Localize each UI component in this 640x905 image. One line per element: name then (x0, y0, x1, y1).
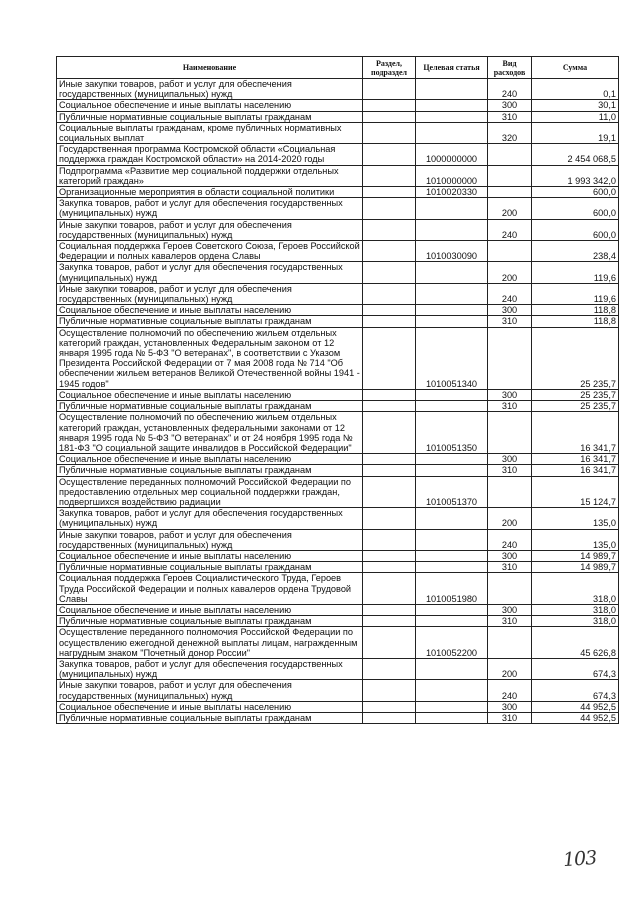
table-row (57, 573, 619, 605)
cell-kind (488, 476, 532, 508)
table-row (57, 562, 619, 573)
cell-name: Публичные нормативные социальные выплаты гражданам (57, 616, 363, 627)
cell-sum: 674,3 (532, 680, 619, 701)
table-row (57, 198, 619, 219)
cell-sum: 600,0 (532, 187, 619, 198)
cell-kind: 240 (488, 79, 532, 100)
table-header-row (57, 57, 619, 79)
cell-target (416, 122, 488, 143)
cell-section (363, 389, 416, 400)
cell-kind: 240 (488, 529, 532, 550)
cell-name: Закупка товаров, работ и услуг для обеспечения государственных (муниципальных) нужд (57, 508, 363, 529)
table-row (57, 262, 619, 283)
cell-target (416, 712, 488, 723)
cell-section (363, 262, 416, 283)
table-row (57, 389, 619, 400)
cell-sum: 16 341,7 (532, 412, 619, 454)
cell-target (416, 283, 488, 304)
cell-sum: 2 454 068,5 (532, 144, 619, 165)
cell-section (363, 604, 416, 615)
cell-section (363, 187, 416, 198)
cell-target (416, 658, 488, 679)
cell-section (363, 401, 416, 412)
cell-kind: 240 (488, 219, 532, 240)
cell-sum: 1 993 342,0 (532, 165, 619, 186)
cell-kind: 310 (488, 111, 532, 122)
cell-name: Иные закупки товаров, работ и услуг для обеспечения государственных (муниципальных) нужд (57, 283, 363, 304)
table-row (57, 476, 619, 508)
cell-section (363, 616, 416, 627)
table-row (57, 144, 619, 165)
cell-kind: 310 (488, 616, 532, 627)
column-header-sum: Сумма (532, 57, 619, 79)
cell-name: Осуществление переданного полномочия Российской Федерации по осуществлению ежегодной денежной выплаты лицам, награжденным нагрудным знаком "Почетный донор России" (57, 627, 363, 659)
cell-target (416, 100, 488, 111)
cell-target: 1010020330 (416, 187, 488, 198)
cell-sum: 0,1 (532, 79, 619, 100)
table-row (57, 550, 619, 561)
cell-kind: 310 (488, 465, 532, 476)
cell-section (363, 327, 416, 389)
cell-name: Публичные нормативные социальные выплаты гражданам (57, 465, 363, 476)
table-row (57, 165, 619, 186)
column-header-target: Целевая статья (416, 57, 488, 79)
cell-name: Осуществление переданных полномочий Российской Федерации по предоставлению отдельных мер социальной поддержки граждан, подвергшихся воздействию радиации (57, 476, 363, 508)
cell-section (363, 465, 416, 476)
cell-section (363, 122, 416, 143)
cell-name: Публичные нормативные социальные выплаты гражданам (57, 111, 363, 122)
cell-name: Публичные нормативные социальные выплаты гражданам (57, 316, 363, 327)
table-row (57, 283, 619, 304)
page-number: 103 (562, 846, 597, 872)
cell-section (363, 100, 416, 111)
cell-target (416, 701, 488, 712)
cell-sum: 25 235,7 (532, 389, 619, 400)
cell-section (363, 562, 416, 573)
column-header-kind: Вид расходов (488, 57, 532, 79)
cell-sum: 119,6 (532, 262, 619, 283)
cell-name: Социальное обеспечение и иные выплаты населению (57, 604, 363, 615)
cell-name: Иные закупки товаров, работ и услуг для обеспечения государственных (муниципальных) нужд (57, 219, 363, 240)
cell-name: Социальная поддержка Героев Социалистического Труда, Героев Труда Российской Федерации и полных кавалеров ордена Трудовой Славы (57, 573, 363, 605)
table-row (57, 454, 619, 465)
cell-sum: 30,1 (532, 100, 619, 111)
cell-section (363, 111, 416, 122)
budget-page (56, 56, 618, 724)
cell-sum: 135,0 (532, 508, 619, 529)
cell-target: 1000000000 (416, 144, 488, 165)
cell-kind: 310 (488, 316, 532, 327)
table-row (57, 680, 619, 701)
cell-sum: 600,0 (532, 219, 619, 240)
cell-sum: 25 235,7 (532, 327, 619, 389)
cell-sum: 318,0 (532, 616, 619, 627)
cell-name: Социальное обеспечение и иные выплаты населению (57, 305, 363, 316)
table-row (57, 79, 619, 100)
cell-sum: 14 989,7 (532, 562, 619, 573)
cell-sum: 119,6 (532, 283, 619, 304)
cell-target (416, 305, 488, 316)
cell-name: Осуществление полномочий по обеспечению жильем отдельных категорий граждан, установленных федеральными законами от 12 января 1995 года № 5-ФЗ "О ветеранах" и от 24 ноября 1995 года № 181-ФЗ "О социальной защите инвалидов в Российской Федерации" (57, 412, 363, 454)
cell-section (363, 316, 416, 327)
cell-kind: 200 (488, 508, 532, 529)
cell-kind (488, 187, 532, 198)
cell-kind: 240 (488, 680, 532, 701)
cell-sum: 15 124,7 (532, 476, 619, 508)
cell-kind: 310 (488, 712, 532, 723)
cell-section (363, 412, 416, 454)
cell-kind: 300 (488, 100, 532, 111)
cell-target (416, 604, 488, 615)
table-row (57, 305, 619, 316)
cell-name: Организационные мероприятия в области социальной политики (57, 187, 363, 198)
cell-name: Закупка товаров, работ и услуг для обеспечения государственных (муниципальных) нужд (57, 262, 363, 283)
cell-kind (488, 412, 532, 454)
cell-name: Публичные нормативные социальные выплаты гражданам (57, 712, 363, 723)
cell-section (363, 454, 416, 465)
cell-name: Иные закупки товаров, работ и услуг для обеспечения государственных (муниципальных) нужд (57, 529, 363, 550)
table-row (57, 658, 619, 679)
cell-kind: 300 (488, 550, 532, 561)
cell-target (416, 111, 488, 122)
cell-kind: 320 (488, 122, 532, 143)
table-row (57, 508, 619, 529)
cell-name: Социальное обеспечение и иные выплаты населению (57, 100, 363, 111)
cell-section (363, 219, 416, 240)
cell-kind (488, 144, 532, 165)
cell-sum: 318,0 (532, 604, 619, 615)
cell-kind (488, 627, 532, 659)
table-row (57, 219, 619, 240)
cell-target (416, 454, 488, 465)
cell-kind: 300 (488, 454, 532, 465)
table-row (57, 100, 619, 111)
cell-kind: 200 (488, 658, 532, 679)
table-row (57, 241, 619, 262)
cell-sum: 44 952,5 (532, 701, 619, 712)
cell-section (363, 680, 416, 701)
column-header-section: Раздел, подраздел (363, 57, 416, 79)
cell-section (363, 283, 416, 304)
cell-kind: 310 (488, 562, 532, 573)
table-row (57, 111, 619, 122)
cell-section (363, 712, 416, 723)
cell-target (416, 465, 488, 476)
cell-target (416, 562, 488, 573)
cell-target (416, 401, 488, 412)
cell-target: 1010030090 (416, 241, 488, 262)
cell-sum: 118,8 (532, 305, 619, 316)
cell-section (363, 144, 416, 165)
table-row (57, 412, 619, 454)
cell-section (363, 241, 416, 262)
cell-sum: 318,0 (532, 573, 619, 605)
cell-name: Социальное обеспечение и иные выплаты населению (57, 701, 363, 712)
cell-name: Закупка товаров, работ и услуг для обеспечения государственных (муниципальных) нужд (57, 658, 363, 679)
cell-name: Закупка товаров, работ и услуг для обеспечения государственных (муниципальных) нужд (57, 198, 363, 219)
cell-target (416, 198, 488, 219)
table-row (57, 316, 619, 327)
cell-section (363, 701, 416, 712)
cell-kind: 310 (488, 401, 532, 412)
cell-name: Подпрограмма «Развитие мер социальной поддержки отдельных категорий граждан» (57, 165, 363, 186)
column-header-name: Наименование (57, 57, 363, 79)
cell-sum: 44 952,5 (532, 712, 619, 723)
cell-target (416, 316, 488, 327)
cell-target: 1010051980 (416, 573, 488, 605)
cell-section (363, 79, 416, 100)
cell-name: Социальные выплаты гражданам, кроме публичных нормативных социальных выплат (57, 122, 363, 143)
cell-section (363, 476, 416, 508)
cell-name: Социальное обеспечение и иные выплаты населению (57, 454, 363, 465)
cell-target: 1010052200 (416, 627, 488, 659)
cell-target (416, 529, 488, 550)
cell-target (416, 680, 488, 701)
table-row (57, 529, 619, 550)
cell-kind: 200 (488, 262, 532, 283)
cell-kind: 300 (488, 604, 532, 615)
cell-sum: 16 341,7 (532, 454, 619, 465)
cell-sum: 16 341,7 (532, 465, 619, 476)
cell-kind: 200 (488, 198, 532, 219)
cell-target (416, 616, 488, 627)
cell-target: 1010051350 (416, 412, 488, 454)
cell-section (363, 658, 416, 679)
cell-target (416, 219, 488, 240)
cell-kind (488, 573, 532, 605)
cell-section (363, 198, 416, 219)
cell-kind (488, 241, 532, 262)
cell-sum: 600,0 (532, 198, 619, 219)
cell-kind: 300 (488, 305, 532, 316)
budget-table (56, 56, 619, 724)
cell-target: 1010051370 (416, 476, 488, 508)
cell-section (363, 550, 416, 561)
cell-target (416, 550, 488, 561)
cell-section (363, 305, 416, 316)
cell-section (363, 508, 416, 529)
cell-target (416, 508, 488, 529)
cell-sum: 11,0 (532, 111, 619, 122)
cell-section (363, 573, 416, 605)
table-row (57, 187, 619, 198)
table-row (57, 465, 619, 476)
cell-section (363, 165, 416, 186)
cell-kind (488, 165, 532, 186)
cell-section (363, 529, 416, 550)
cell-sum: 674,3 (532, 658, 619, 679)
table-row (57, 327, 619, 389)
table-row (57, 627, 619, 659)
cell-sum: 19,1 (532, 122, 619, 143)
cell-kind: 300 (488, 701, 532, 712)
cell-target: 1010051340 (416, 327, 488, 389)
table-row (57, 616, 619, 627)
cell-sum: 14 989,7 (532, 550, 619, 561)
cell-target: 1010000000 (416, 165, 488, 186)
cell-name: Государственная программа Костромской области «Социальная поддержка граждан Костромской области» на 2014-2020 годы (57, 144, 363, 165)
cell-kind (488, 327, 532, 389)
cell-kind: 240 (488, 283, 532, 304)
table-row (57, 401, 619, 412)
cell-target (416, 262, 488, 283)
cell-name: Иные закупки товаров, работ и услуг для обеспечения государственных (муниципальных) нужд (57, 79, 363, 100)
cell-name: Публичные нормативные социальные выплаты гражданам (57, 562, 363, 573)
cell-name: Социальное обеспечение и иные выплаты населению (57, 389, 363, 400)
table-row (57, 701, 619, 712)
table-row (57, 712, 619, 723)
cell-target (416, 79, 488, 100)
cell-name: Социальная поддержка Героев Советского Союза, Героев Российской Федерации и полных кавалеров ордена Славы (57, 241, 363, 262)
table-row (57, 122, 619, 143)
cell-sum: 45 626,8 (532, 627, 619, 659)
cell-sum: 135,0 (532, 529, 619, 550)
cell-name: Иные закупки товаров, работ и услуг для обеспечения государственных (муниципальных) нужд (57, 680, 363, 701)
cell-name: Социальное обеспечение и иные выплаты населению (57, 550, 363, 561)
table-body (57, 79, 619, 724)
table-row (57, 604, 619, 615)
cell-name: Осуществление полномочий по обеспечению жильем отдельных категорий граждан, установленных Федеральным законом от 12 января 1995 года № 5-ФЗ "О ветеранах", в соответствии с Указом Президента Российской Федерации от 7 мая 2008 года № 714 "Об обеспечении жильем ветеранов Великой Отечественной войны 1941 - 1945 годов" (57, 327, 363, 389)
cell-sum: 238,4 (532, 241, 619, 262)
cell-name: Публичные нормативные социальные выплаты гражданам (57, 401, 363, 412)
cell-sum: 25 235,7 (532, 401, 619, 412)
cell-section (363, 627, 416, 659)
cell-target (416, 389, 488, 400)
cell-sum: 118,8 (532, 316, 619, 327)
cell-kind: 300 (488, 389, 532, 400)
